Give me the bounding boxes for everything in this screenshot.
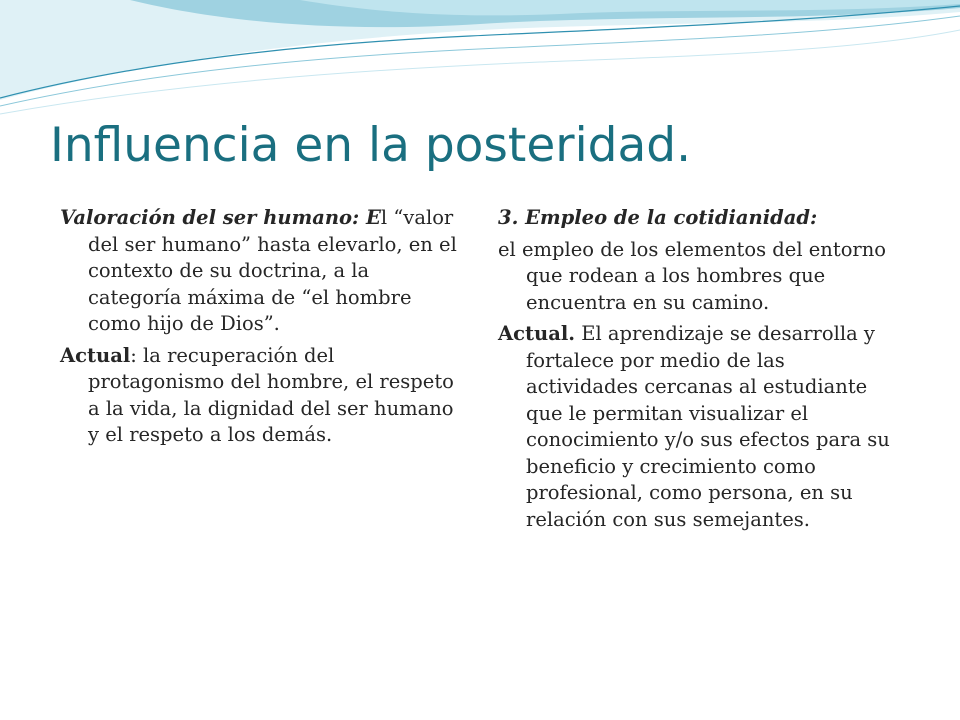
left-paragraph-valoracion <box>60 205 460 338</box>
actual-text-right: El aprendizaje se desarrolla y fortalece por medio de las actividades cercanas al estudiante que le permitan visualizar el conocimiento y/o sus efectos para su beneficio y crecimiento como profesional, como persona, en su relación con sus semejantes. <box>526 322 890 531</box>
empleo-heading: 3. Empleo de la cotidianidad: <box>498 206 818 229</box>
slide-title: Influencia en la posteridad. <box>50 118 692 173</box>
right-paragraph-empleo <box>498 237 898 317</box>
actual-heading-right: Actual. <box>498 322 576 345</box>
left-column <box>60 205 460 454</box>
wave-header-decoration <box>0 0 960 130</box>
valoracion-heading: Valoración del ser humano: E <box>60 206 381 229</box>
right-column <box>498 205 898 538</box>
valoracion-text: l “valor del ser humano” hasta elevarlo, en el contexto de su doctrina, a la categoría máxima de “el hombre como hijo de Dios”. <box>88 206 457 335</box>
right-paragraph-actual <box>498 321 898 533</box>
actual-heading-left: Actual <box>60 343 131 367</box>
actual-text-left: : la recuperación del protagonismo del hombre, el respeto a la vida, la dignidad del ser humano y el respeto a los demás. <box>88 343 454 446</box>
left-paragraph-actual <box>60 343 460 449</box>
empleo-text: el empleo de los elementos del entorno que rodean a los hombres que encuentra en su camino. <box>498 237 887 314</box>
right-paragraph-heading <box>498 205 898 232</box>
